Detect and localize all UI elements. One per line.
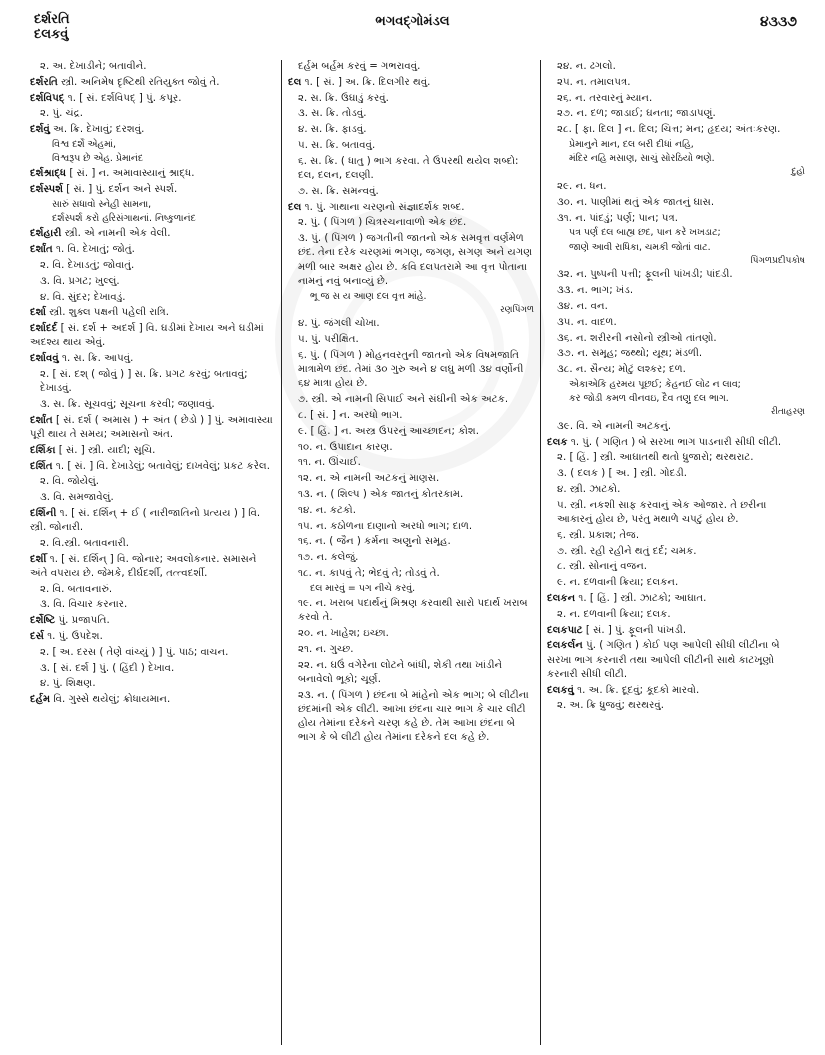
- sense-line: ૨. [ હિં. ] સ્ત્રી. આઘાતથી થતો ધ્રુજારો; થરથરાટ.: [557, 452, 754, 464]
- dictionary-entry: દર્શા સ્ત્રી. શુક્લ પક્ષની પહેલી રાત્રિ.: [30, 307, 169, 319]
- sense-line: ૪. વિ. સુંદર; દેખાવડું.: [40, 291, 126, 303]
- sense-line: ૩. [ સં. દર્શ ] પું. ( હિંદી ) દેખાવ.: [40, 662, 175, 674]
- column-right: [547, 60, 805, 1050]
- first-guide-word: દર્શરતિ: [34, 12, 70, 27]
- dictionary-entry: દર્શિત ૧. [ સં. ] વિ. દેખાડેલું; બતાવેલું; દાખવેલું; પ્રકટ કરેલ.: [30, 460, 270, 472]
- sense-line: ૩૨. ન. પુષ્પની પત્તી; ફૂલની પાંખડી; પાંદડી.: [557, 269, 733, 281]
- sense-line: ૩૯. વિ. એ નામની અટકનું.: [557, 420, 672, 432]
- quotation-line: કર જોડી કમળ વીનવઇ, દૈવ તણુ દલ ભાગ.: [569, 393, 729, 405]
- dictionary-entry: દર્સ ૧. પું. ઉપદેશ.: [30, 631, 103, 643]
- dictionary-entry: દર્શેષ્ટિ પું. પ્રજાપતિ.: [30, 615, 110, 627]
- sense-line: ૨. [ અ. દરસ ( તેણે વાંચ્યું ) ] પું. પાઠ; વાચન.: [40, 646, 229, 658]
- sense-line: ૨. વિ. દેખાડતું; જોવાતું.: [40, 259, 135, 271]
- sense-line: ૪. સ. ક્રિ. ફાડવું.: [298, 124, 367, 136]
- sense-line: ૭. સ્ત્રી. એ નામની સિપાઈ અને સંઘીની એક અટક.: [298, 394, 509, 406]
- sense-line: ૮. [ સં. ] ન. અરધો ભાગ.: [298, 409, 403, 421]
- sense-line: ૯. [ હિં. ] ન. અસ્ત્ર ઉપરનું આચ્છાદન; કોશ.: [298, 425, 480, 437]
- quotation-line: દલ મારવું = પગ નીચે કરવું.: [310, 582, 416, 594]
- sense-line: ૨. અ. ક્રિ ધ્રુજવું; થરથરવું.: [557, 700, 664, 712]
- sense-line: ૬. સ. ક્રિ. ( ધાતુ ) ભાગ કરવા. તે ઉપરથી થયેલ શબ્દો: દલ, દલન, દલણી.: [298, 155, 519, 181]
- column-left: [30, 60, 276, 1050]
- sense-line: ૨૦. ન. ખાહેશ; ઇચ્છા.: [298, 627, 389, 639]
- quotation-line: મંદિર નહિ મસાણ, સાચું સોરઠિયો ભણે.: [569, 153, 715, 165]
- sense-line: ૫. સ્ત્રી. નકશી સાફ કરવાનું એક ઓજાર. તે છરીના આકારનું હોય છે, પરંતુ મથાળે ચપટું હોય છે.: [557, 499, 767, 526]
- quotation-line: જાણે આવી રાધિકા, ચમકી જોતાં વાટ.: [569, 241, 711, 253]
- page-number: ૪૩૩૭: [759, 14, 797, 30]
- dictionary-entry: દર્શશ્રાદ્ધ [ સં. ] ન. અમાવાસ્યાનું શ્રાદ્ધ.: [30, 168, 195, 180]
- sense-line: ૬. સ્ત્રી. પ્રકાશ; તેજ.: [557, 529, 640, 541]
- sense-line: ૨. સ. ક્રિ. ઉઘાડું કરવું.: [298, 92, 389, 104]
- sense-line: ૨. વિ. બતાવનારું.: [40, 583, 113, 595]
- dictionary-entry: દલ ૧. પું. ગાથાના ચરણનો સંજ્ઞાદર્શક શબ્દ.: [288, 201, 465, 213]
- sense-line: ૬. પું. ( પિંગળ ) મોહનવરતુની જાતનો એક વિષમજાતિ માત્રામેળ છંદ. તેમાં ૩૦ ગુરુ અને ૪ લઘુ મળી ૩૪ વર્ણોની ૬૪ માત્રા હોય છે.: [298, 349, 524, 390]
- quotation-source: દુહો: [791, 167, 805, 178]
- dictionary-entry: દર્શરતિ સ્ત્રી. અનિમેષ દૃષ્ટિથી રતિયુક્ત જોવું તે.: [30, 76, 220, 88]
- sense-line: ૨. પું. ચંદ્ર.: [40, 108, 83, 120]
- dictionary-entry: દલકન ૧. [ હિં. ] સ્ત્રી. ઝાટકો; આઘાત.: [547, 593, 707, 605]
- sense-line: ૨. ન. દળવાની ક્રિયા; દલક.: [557, 608, 671, 620]
- dictionary-entry: દર્શવિપદ્ ૧. [ સં. દર્શવિપદ્ ] પું. કપૂર.: [30, 92, 182, 104]
- sense-line: ૩૪. ન. વન.: [557, 300, 608, 312]
- sense-line: ૩૧. ન. પાંદડું; પર્ણ; પાન; પત્ર.: [557, 212, 679, 224]
- sense-line: ૧૪. ન. કટકો.: [298, 504, 356, 516]
- sense-line: ૫. પું. પરીક્ષિત.: [298, 334, 359, 346]
- dictionary-entry: દલ ૧. [ સં. ] અ. ક્રિ. દિલગીર થવું.: [288, 76, 431, 88]
- sense-line: ૭. સ. ક્રિ. સમન્વવું.: [298, 185, 379, 197]
- sense-line: ૨૧. ન. ગુચ્છ.: [298, 643, 354, 655]
- dictionary-entry: દર્હમ વિ. ગુસ્સે થયેલું; ક્રોધાયમાન.: [30, 694, 171, 706]
- sense-line: ૧૭. ન. કલેજું.: [298, 552, 359, 564]
- sense-line: ૯. ન. દળવાની ક્રિયા; દલકન.: [557, 577, 679, 589]
- sense-line: ૨. પું. ( પિંગળ ) ચિત્રરચનાવાળો એક છંદ.: [298, 217, 467, 229]
- dictionary-entry: દર્શિકા [ સં. ] સ્ત્રી. યાદી; સૂચિ.: [30, 444, 156, 456]
- sense-line: ૨૪. ન. ઢગલો.: [557, 61, 616, 72]
- quotation-line: વિશ્વ દર્શે એહમાં,: [52, 138, 116, 150]
- sense-line: ૨. અ. દેખાડીને; બતાવીને.: [40, 61, 147, 72]
- dictionary-entry: દર્શિની ૧. [ સં. દર્શિન્ + ઈ ( નારીજાતિનો પ્રત્યય ) ] વિ. સ્ત્રી. જોનારી.: [30, 507, 261, 534]
- sense-line: ૩. સ. ક્રિ. તોડવું.: [298, 108, 367, 120]
- book-title: ભગવદ્ગોમંડલ: [375, 14, 450, 29]
- quotation-line: પત્ર પર્ણ દલ બાહ્ય છદ, પાન કરે ખખડાટ;: [569, 227, 721, 239]
- sense-line: ૩. વિ. વિચાર કરનાર.: [40, 599, 128, 611]
- sense-line: ૨૭. ન. દળ; જાડાઈ; ઘનતા; જાડાપણું.: [557, 108, 716, 120]
- sense-line: ૨૯. ન. ધન.: [557, 180, 607, 192]
- sense-line: ૧૩. ન. ( શિલ્પ ) એક જાતનું કોતરકામ.: [298, 488, 464, 500]
- sense-line: ૫. સ. ક્રિ. બતાવવું.: [298, 139, 376, 151]
- sense-line: ૩૬. ન. શરીરની નસોનો સ્ત્રીઓ તાંતણો.: [557, 332, 717, 344]
- last-guide-word: દલકવું: [34, 27, 69, 42]
- sense-line: દર્હમ બર્હમ કરવું = ગભરાવવું.: [298, 61, 421, 72]
- sense-line: ૨૩. ન. ( પિંગળ ) છંદના બે માંહેનો એક ભાગ; બે લીટીના છંદમાંની એક લીટી. આખા છંદના ચાર ભાગ કે ચાર લીટી હોય તેમાંના દરેકને ચરણ કહે છે. તેમ આખા છંદના બે ભાગ કે બે લીટી હોય તેમાંના દરેકને દલ કહે છે.: [298, 689, 529, 744]
- column-middle: [288, 60, 534, 1050]
- sense-line: ૨. વિ. જોયેલું.: [40, 476, 100, 488]
- sense-line: ૨. વિ.સ્ત્રી. બતાવનારી.: [40, 537, 130, 549]
- page-header: [0, 0, 825, 44]
- sense-line: ૧૯. ન. ખરાબ પદાર્થનું મિશ્રણ કરવાથી સારો પદાર્થ ખરાબ કરવો તે.: [298, 597, 528, 624]
- sense-line: ૪. સ્ત્રી. ઝાટકો.: [557, 484, 621, 496]
- dictionary-entry: દર્શહારી સ્ત્રી. એ નામની એક વેલી.: [30, 228, 171, 240]
- quotation-source: રણપિંગળ: [500, 304, 534, 315]
- quotation-line: વિશ્વરૂપ છે એહ. પ્રેમાનંદ: [52, 153, 144, 165]
- quotation-source: રીતાહરણ: [770, 407, 805, 418]
- quotation-line: ભૂ જ સ ય આણ દલ વૃત્ત માંહે.: [310, 290, 427, 302]
- dictionary-entry: દર્શાવવું ૧. સ. ક્રિ. આપવું.: [30, 353, 134, 365]
- column-divider: [281, 60, 282, 1045]
- dictionary-entry: દર્શાંત [ સં. દર્શ ( અમાસ ) + અંત ( છેડો ) ] પું. અમાવાસ્યા પૂરી થાય તે સમય; અમાસનો અંત.: [30, 414, 273, 440]
- sense-line: ૨૮. [ ફા. દિલ ] ન. દિલ; ચિત્ત; મન; હૃદય; અંતઃકરણ.: [557, 124, 781, 136]
- dictionary-entry: દર્શાંત ૧. વિ. દેખાતું; જોતું.: [30, 244, 135, 256]
- sense-line: ૩. વિ. સમજાવેલું.: [40, 492, 114, 504]
- sense-line: ૨. [ સં. દશ્ ( જોવું ) ] સ. ક્રિ. પ્રગટ કરવું; બતાવવું; દેખાડવું.: [40, 368, 248, 395]
- quotation-source: પિંગળપ્રદીપકોષ: [750, 255, 805, 266]
- sense-line: ૧૨. ન. એ નામની અટકનું માણસ.: [298, 473, 440, 485]
- sense-line: ૩. ( દલક ) [ અ. ] સ્ત્રી. ગોદડી.: [557, 468, 688, 480]
- dictionary-entry: દર્શી ૧. [ સં. દર્શિન્ ] વિ. જોનાર; અવલોકનાર. સમાસને અંતે વપરાય છે. જેમકે, દીર્ઘદર્શી, તત્ત્વદર્શી.: [30, 553, 257, 579]
- sense-line: ૩૫. ન. વાદળ.: [557, 316, 617, 328]
- sense-line: ૪. પું. શિક્ષણ.: [40, 678, 96, 690]
- sense-line: ૨૨. ન. ઘઉં વગેરેના લોટને બાંધી, શેકી તથા ખાંડીને બનાવેલો ભૂકો; ચૂર્ણ.: [298, 659, 503, 685]
- dictionary-entry: દલકર્લન પું. ( ગણિત ) કોઈ પણ આપેલી સીધી લીટીના બે સરખા ભાગ કરનારી તથા આપેલી લીટીની સાથે કાટખૂણો કરનારી સીધી લીટી.: [547, 640, 780, 680]
- sense-line: ૭. સ્ત્રી. રહી રહીને થતું દર્દ; ચમક.: [557, 545, 697, 557]
- dictionary-entry: દલકપાટ [ સં. ] પું. ફૂલની પાંખડી.: [547, 624, 687, 636]
- sense-line: ૩. વિ. પ્રગટ; ખુલ્લું.: [40, 275, 120, 287]
- sense-line: ૩૩. ન. ભાગ; ખંડ.: [557, 285, 634, 297]
- sense-line: ૪. પું. જંગલી ચોખા.: [298, 318, 380, 330]
- quotation-line: એકાએકિ હરમય પૂછઈ; કેહનઈ લોઢ ન લાવ;: [569, 378, 741, 390]
- sense-line: ૩. સ. ક્રિ. સૂચવવું; સૂચના કરવી; જણાવવું.: [40, 398, 215, 410]
- sense-line: ૧૮. ન. કાપવું તે; ભેદવું તે; તોડવું તે.: [298, 567, 440, 579]
- quotation-line: દર્શસ્પર્શ કરો હરિસંગાથનાં. નિષ્કુળાનંદ: [52, 213, 196, 225]
- dictionary-entry: દર્શાદર્દ [ સં. દર્શ + અદર્શ ] વિ. ઘડીમાં દેખાય અને ઘડીમાં અદશ્ય થાય એવું.: [30, 323, 264, 349]
- sense-line: ૮. સ્ત્રી. સોનાનું વજન.: [557, 561, 648, 573]
- sense-line: ૩. પું. ( પિંગળ ) જગતીની જાતનો એક સમવૃત્ત વર્ણમેળ છંદ. તેના દરેક ચરણમાં ભગણ, જગણ, સગણ અને યગણ મળી બાર અક્ષર હોય છે. કવિ દલપતરામે આ વૃત્ત પોતાના નામનું નવું બનાવ્યું છે.: [298, 233, 533, 287]
- sense-line: ૩૮. ન. સૈન્ય; મોટું લશ્કર; દળ.: [557, 364, 686, 376]
- dictionary-entry: દલક ૧. પું. ( ગણિત ) બે સરખા ભાગ પાડનારી સીધી લીટી.: [547, 436, 782, 448]
- sense-line: ૧૬. ન. ( જૈન ) કર્મના અણુનો સમૂહ.: [298, 536, 451, 548]
- dictionary-entry: દર્શસ્પર્શ [ સં. ] પું. દર્શન અને સ્પર્શ.: [30, 184, 178, 196]
- sense-line: ૩૭. ન. સમૂહ; જથ્થો; યૂથ; મંડળી.: [557, 348, 703, 360]
- sense-line: ૧૦. ન. ઉપાદાન કારણ.: [298, 441, 393, 453]
- sense-line: ૩૦. ન. પાણીમાં થતું એક જાતનું ઘાસ.: [557, 196, 715, 208]
- column-divider: [540, 60, 541, 1045]
- sense-line: ૧૫. ન. કઠોળના દાણાનો અરધો ભાગ; દાળ.: [298, 520, 473, 532]
- quotation-line: સારું સધાવો સ્નેહી સામના,: [52, 198, 152, 210]
- sense-line: ૨૬. ન. તરવારનું મ્યાન.: [557, 92, 653, 104]
- dictionary-entry: દર્શવું અ. ક્રિ. દેખાવું; દરશવું.: [30, 124, 145, 136]
- sense-line: ૨૫. ન. તમાલપત્ર.: [557, 76, 631, 88]
- sense-line: ૧૧. ન. ઊંચાઈ.: [298, 457, 361, 469]
- quotation-line: પ્રેમાનુને માન, દલ બરી દીધાં નહિ,: [569, 138, 694, 150]
- dictionary-entry: દલકવું ૧. અ. ક્રિ. દૂદવું; કૂદકો મારવો.: [547, 684, 700, 696]
